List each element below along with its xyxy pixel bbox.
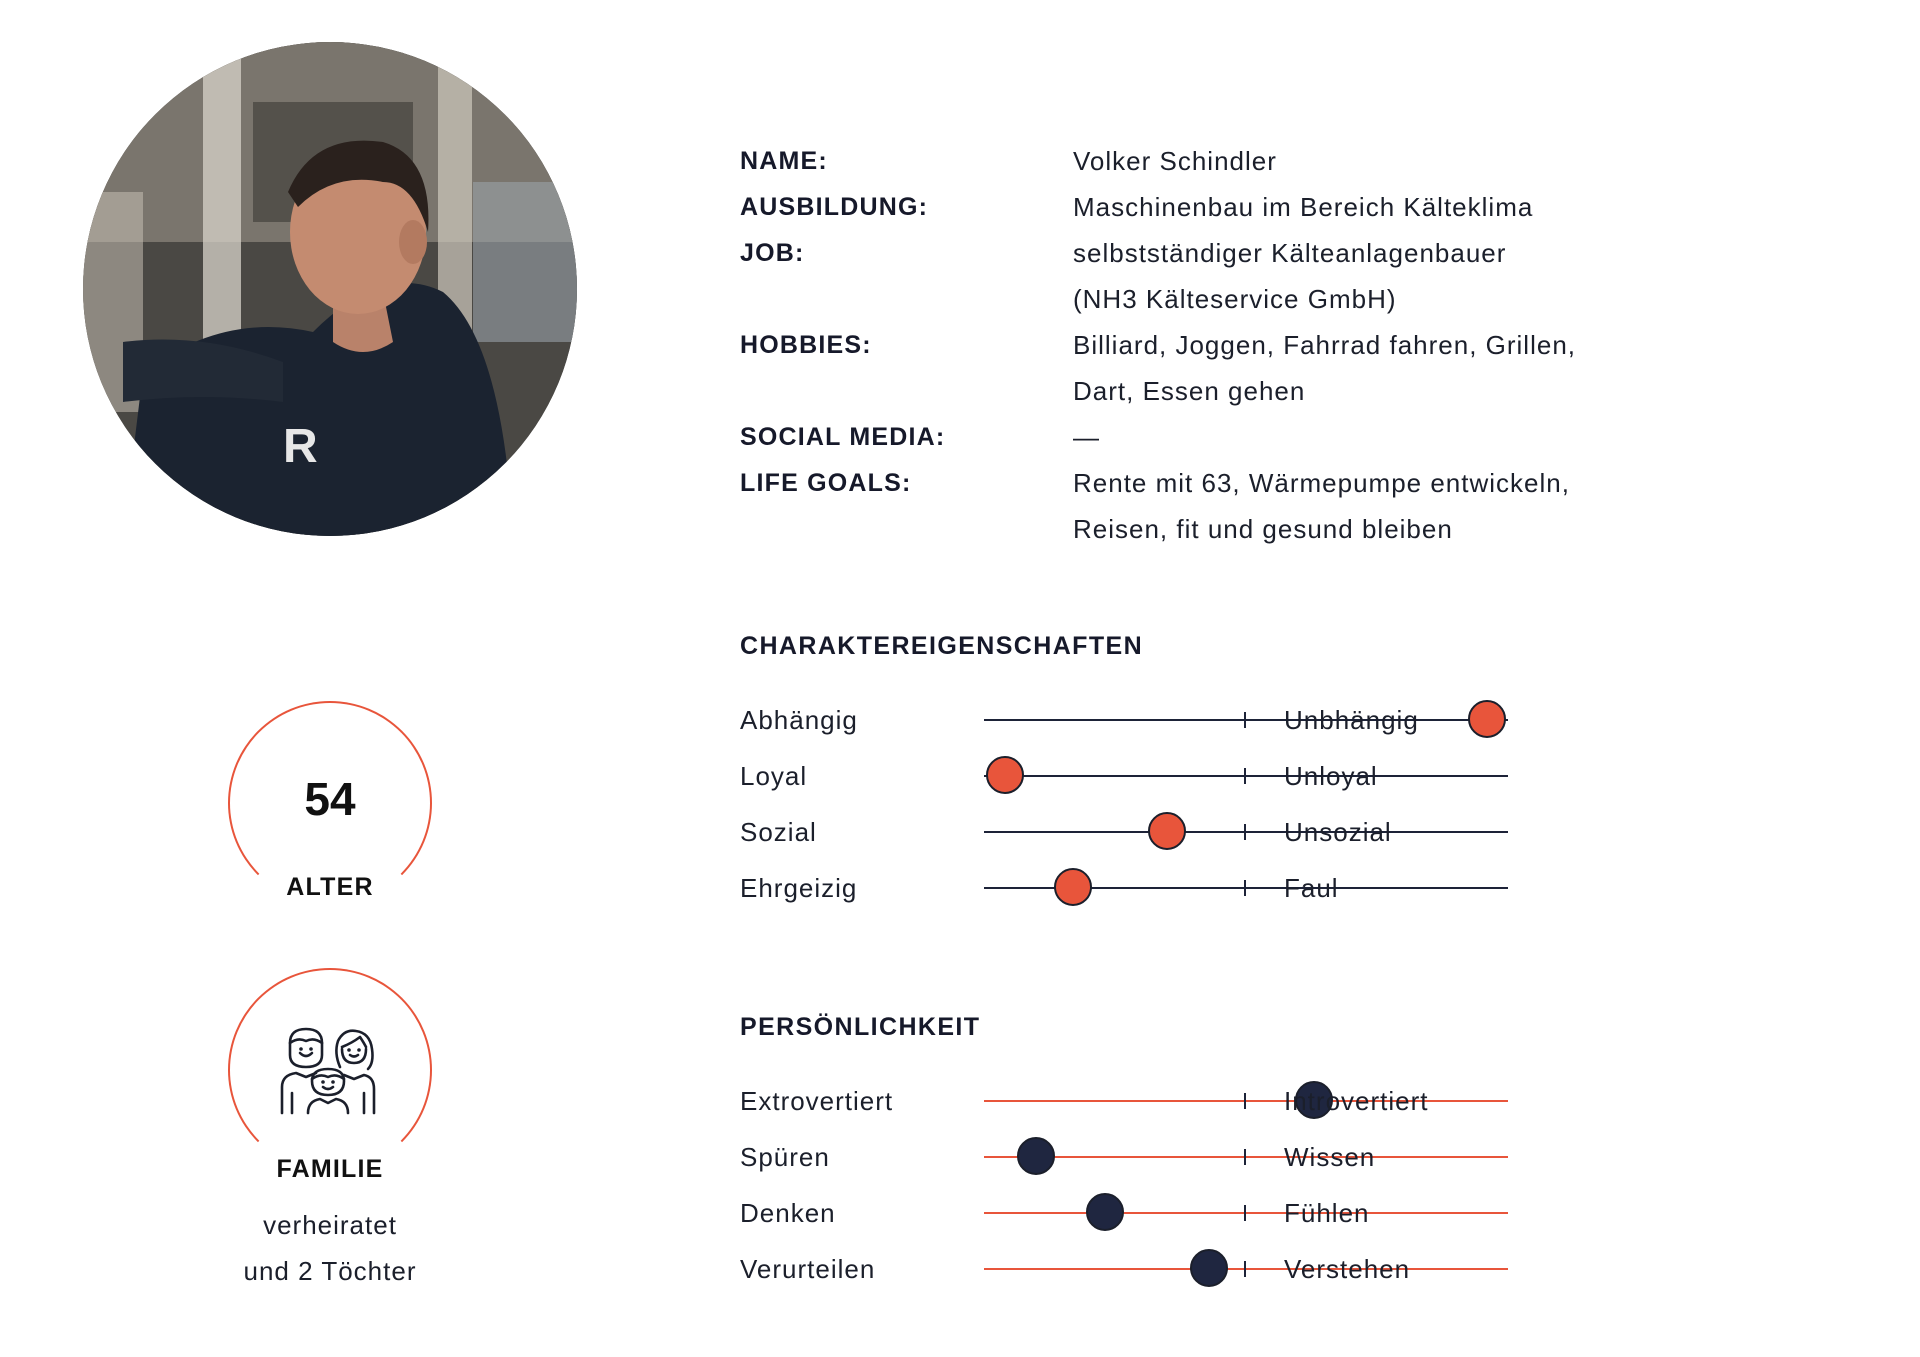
charakter-scale-left-label: Abhängig bbox=[740, 705, 858, 735]
charakter-scale-knob[interactable] bbox=[986, 756, 1024, 794]
persoenlichkeit-scale-left-label: Extrovertiert bbox=[740, 1086, 894, 1116]
charakter-scale-knob[interactable] bbox=[1468, 700, 1506, 738]
charakter-scale-row bbox=[740, 812, 1740, 852]
charakter-scale-knob[interactable] bbox=[1148, 812, 1186, 850]
persoenlichkeit-scale-row bbox=[740, 1193, 1740, 1233]
persoenlichkeit-scale-track bbox=[984, 1212, 1508, 1214]
family-label: FAMILIE bbox=[276, 1155, 384, 1183]
persoenlichkeit-scale-left-label: Verurteilen bbox=[740, 1254, 876, 1284]
persoenlichkeit-scale-row bbox=[740, 1249, 1740, 1289]
hobbies-value-line2: Dart, Essen gehen bbox=[1073, 376, 1306, 406]
charakter-scale-track bbox=[984, 831, 1508, 833]
job-label: JOB: bbox=[740, 239, 805, 267]
persoenlichkeit-scale-center-tick bbox=[1244, 1261, 1246, 1277]
life-goals-value-line1: Rente mit 63, Wärmepumpe entwickeln, bbox=[1073, 468, 1570, 498]
charakter-scale-center-tick bbox=[1244, 712, 1246, 728]
persoenlichkeit-scale-right-label: Wissen bbox=[1284, 1142, 1376, 1172]
persoenlichkeit-title: PERSÖNLICHKEIT bbox=[740, 1013, 981, 1041]
family-icon bbox=[278, 1023, 378, 1115]
persoenlichkeit-scale-row bbox=[740, 1137, 1740, 1177]
persoenlichkeit-scale-center-tick bbox=[1244, 1205, 1246, 1221]
persoenlichkeit-scale-track bbox=[984, 1156, 1508, 1158]
family-status-line1: verheiratet bbox=[263, 1210, 397, 1240]
ausbildung-label: AUSBILDUNG: bbox=[740, 193, 929, 221]
charakter-scale-right-label: Unsozial bbox=[1284, 817, 1392, 847]
life-goals-label: LIFE GOALS: bbox=[740, 469, 912, 497]
persoenlichkeit-scale-row bbox=[740, 1081, 1740, 1121]
charakter-scale-center-tick bbox=[1244, 824, 1246, 840]
info-row-hobbies bbox=[740, 322, 1576, 414]
hobbies-value-line1: Billiard, Joggen, Fahrrad fahren, Grillen, bbox=[1073, 330, 1577, 360]
ausbildung-value: Maschinenbau im Bereich Kälteklima bbox=[1073, 192, 1534, 222]
name-value: Volker Schindler bbox=[1073, 146, 1277, 176]
info-row-job bbox=[740, 230, 1576, 322]
charakter-scale-track bbox=[984, 719, 1508, 721]
name-label: NAME: bbox=[740, 147, 828, 175]
persoenlichkeit-scale-right-label: Verstehen bbox=[1284, 1254, 1411, 1284]
persoenlichkeit-scale-track bbox=[984, 1268, 1508, 1270]
charakter-scale-row bbox=[740, 756, 1740, 796]
charakter-scale-left-label: Loyal bbox=[740, 761, 808, 791]
info-row-social-media bbox=[740, 414, 1576, 460]
info-row-ausbildung bbox=[740, 184, 1576, 230]
job-value-line1: selbstständiger Kälteanlagenbauer bbox=[1073, 238, 1507, 268]
charakter-scale-right-label: Unloyal bbox=[1284, 761, 1378, 791]
persoenlichkeit-scale-left-label: Denken bbox=[740, 1198, 836, 1228]
social-media-label: SOCIAL MEDIA: bbox=[740, 423, 946, 451]
persoenlichkeit-scale-right-label: Introvertiert bbox=[1284, 1086, 1429, 1116]
charakter-scale-track bbox=[984, 775, 1508, 777]
charakter-scale-left-label: Ehrgeizig bbox=[740, 873, 858, 903]
persoenlichkeit-scale-right-label: Fühlen bbox=[1284, 1198, 1370, 1228]
profile-info bbox=[740, 138, 1576, 552]
age-value: 54 bbox=[304, 773, 356, 825]
persoenlichkeit-scale-left-label: Spüren bbox=[740, 1142, 830, 1172]
persoenlichkeit-scale-center-tick bbox=[1244, 1093, 1246, 1109]
persoenlichkeit-scale-knob[interactable] bbox=[1017, 1137, 1055, 1175]
charakter-scale-right-label: Faul bbox=[1284, 873, 1339, 903]
charakter-scale-center-tick bbox=[1244, 880, 1246, 896]
age-label: ALTER bbox=[286, 873, 374, 901]
social-media-value: — bbox=[1073, 422, 1100, 452]
charakter-scale-row bbox=[740, 700, 1740, 740]
profile-photo bbox=[83, 42, 577, 536]
charakter-scale-left-label: Sozial bbox=[740, 817, 817, 847]
svg-text:R: R bbox=[283, 420, 318, 473]
info-row-life-goals bbox=[740, 460, 1576, 552]
family-status-line2: und 2 Töchter bbox=[243, 1256, 417, 1286]
charakter-scale-right-label: Unbhängig bbox=[1284, 705, 1419, 735]
persoenlichkeit-scale-knob[interactable] bbox=[1190, 1249, 1228, 1287]
charakter-title: CHARAKTEREIGENSCHAFTEN bbox=[740, 632, 1144, 660]
persoenlichkeit-scale-knob[interactable] bbox=[1086, 1193, 1124, 1231]
charakter-scale-track bbox=[984, 887, 1508, 889]
charakter-scale-row bbox=[740, 868, 1740, 908]
life-goals-value-line2: Reisen, fit und gesund bleiben bbox=[1073, 514, 1453, 544]
persoenlichkeit-scale-track bbox=[984, 1100, 1508, 1102]
job-value-line2: (NH3 Kälteservice GmbH) bbox=[1073, 284, 1397, 314]
charakter-scale-center-tick bbox=[1244, 768, 1246, 784]
info-row-name bbox=[740, 138, 1576, 184]
hobbies-label: HOBBIES: bbox=[740, 331, 872, 359]
charakter-scale-knob[interactable] bbox=[1054, 868, 1092, 906]
persoenlichkeit-scale-center-tick bbox=[1244, 1149, 1246, 1165]
